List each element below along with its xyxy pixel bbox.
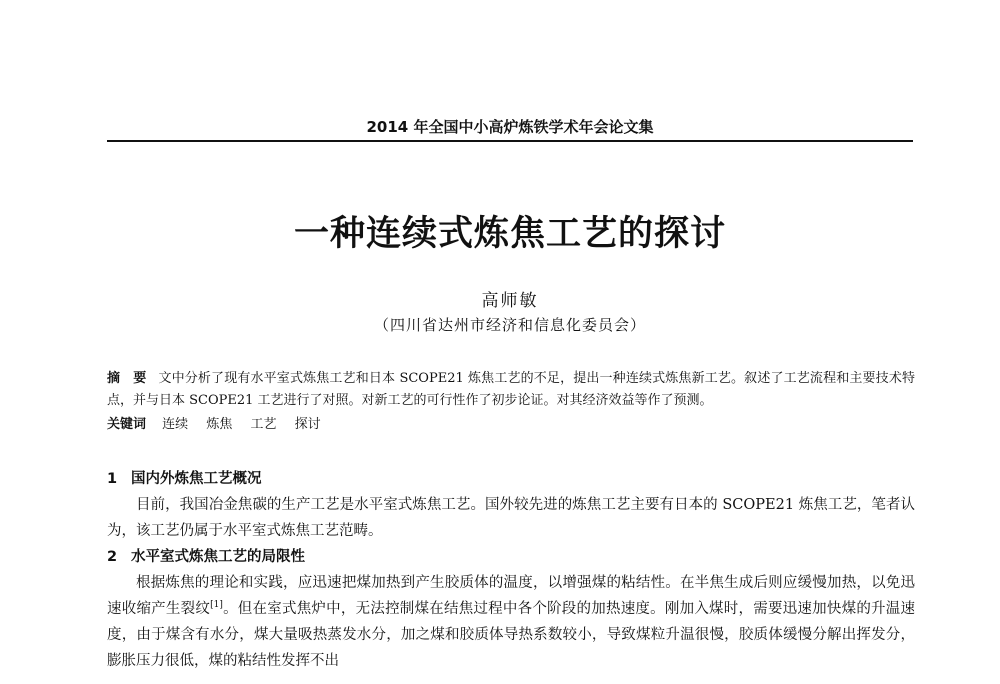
section-title: 国内外炼焦工艺概况 [131,471,262,487]
keyword: 连续 [162,417,189,432]
section-number: 1 [107,471,118,487]
article-body [107,466,915,674]
keyword: 探讨 [294,417,321,432]
keyword: 工艺 [250,417,277,432]
citation-ref[interactable]: [1] [210,600,223,611]
section-heading [107,544,915,570]
paragraph-text: 根据炼焦的理论和实践，应迅速把煤加热到产生胶质体的温度，以增强煤的粘结性。在半焦生成后则应缓慢加热，以免迅速收缩产生裂纹 [107,575,915,617]
abstract-label: 摘 要 [107,371,147,386]
section-number: 2 [107,549,118,565]
author-name: 高师敏 [481,291,539,311]
section-paragraph [107,570,915,674]
article-title: 一种连续式炼焦工艺的探讨 [293,214,726,254]
header-rule [107,140,913,142]
keywords [107,414,915,436]
abstract-text: 文中分析了现有水平室式炼焦工艺和日本 SCOPE21 炼焦工艺的不足，提出一种连续式炼焦新工艺。叙述了工艺流程和主要技术特点，并与日本 SCOPE21 工艺进行了对照。对新工艺的可行性作了初步论证。对其经济效益等作了预测。 [107,371,915,408]
keywords-label: 关键词 [107,417,147,432]
abstract [107,368,915,412]
section-title: 水平室式炼焦工艺的局限性 [131,549,305,565]
author-affiliation: （四川省达州市经济和信息化委员会） [373,316,646,334]
section-heading [107,466,915,492]
section-paragraph: 目前，我国冶金焦碳的生产工艺是水平室式炼焦工艺。国外较先进的炼焦工艺主要有日本的 SCOPE21 炼焦工艺，笔者认为，该工艺仍属于水平室式炼焦工艺范畴。 [107,497,915,539]
running-header: 2014 年全国中小高炉炼铁学术年会论文集 [366,118,654,136]
paragraph-text: 。但在室式焦炉中，无法控制煤在结焦过程中各个阶段的加热速度。刚加入煤时，需要迅速加快煤的升温速度，由于煤含有水分，煤大量吸热蒸发水分，加之煤和胶质体导热系数较小，导致煤粒升温很慢，胶质体缓慢分解出挥发分，膨胀压力很低，煤的粘结性发挥不出 [107,601,916,669]
keyword: 炼焦 [206,417,233,432]
